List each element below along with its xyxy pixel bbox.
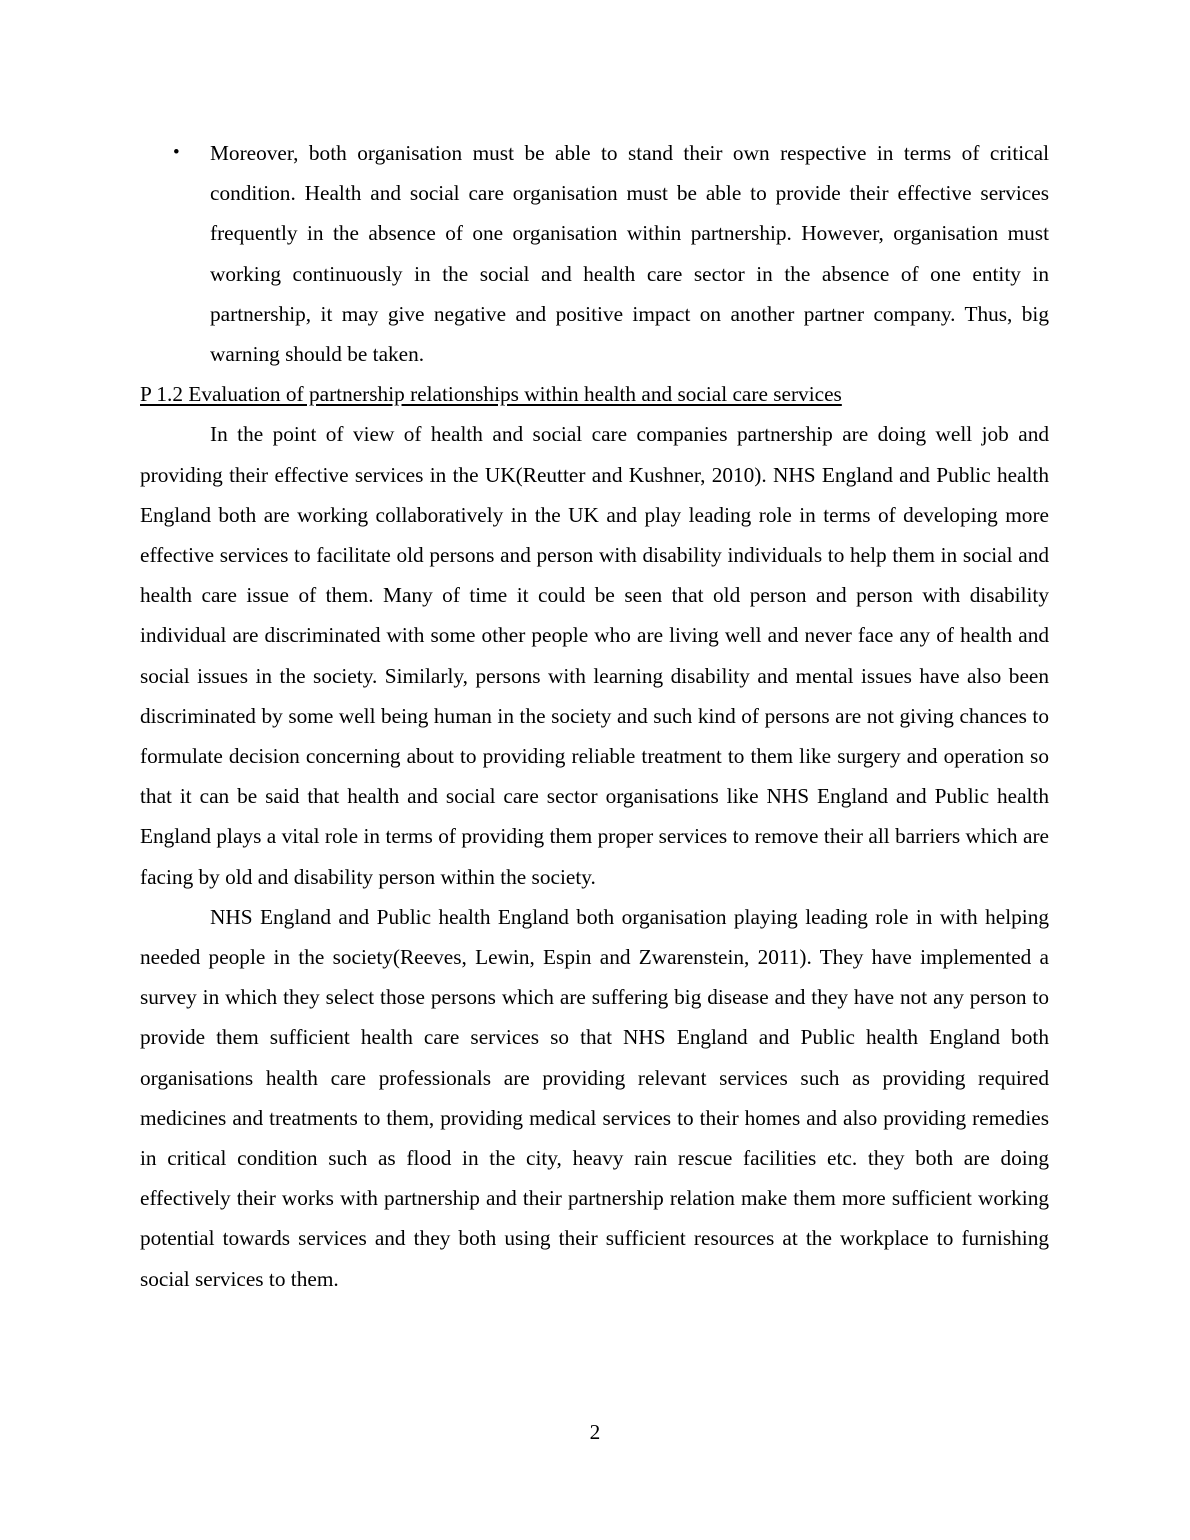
bullet-icon: • (173, 142, 180, 163)
section-heading: P 1.2 Evaluation of partnership relationships within health and social care services (140, 382, 842, 407)
body-paragraph-1: In the point of view of health and social care companies partnership are doing well job and providing their effective services in the UK(Reutter and Kushner, 2010). NHS England and Public health England both are working collaboratively in the UK and play leading role in terms of developing more effective services to facilitate old persons and person with disability individuals to help them in social and health care issue of them. Many of time it could be seen that old person and person with disability individual are discriminated with some other people who are living well and never face any of health and social issues in the society. Similarly, persons with learning disability and mental issues have also been discriminated by some well being human in the society and such kind of persons are not giving chances to formulate decision concerning about to providing reliable treatment to them like surgery and operation so that it can be said that health and social care sector organisations like NHS England and Public health England plays a vital role in terms of providing them proper services to remove their all barriers which are facing by old and disability person within the society. (140, 422, 1049, 889)
bullet-list-item (140, 133, 1049, 374)
document-body (140, 133, 1049, 1299)
body-paragraph-2: NHS England and Public health England both organisation playing leading role in with helping needed people in the society(Reeves, Lewin, Espin and Zwarenstein, 2011). They have implemented a survey in which they select those persons which are suffering big disease and they have not any person to provide them sufficient health care services so that NHS England and Public health England both organisations health care professionals are providing relevant services such as providing required medicines and treatments to them, providing medical services to their homes and also providing remedies in critical condition such as flood in the city, heavy rain rescue facilities etc. they both are doing effectively their works with partnership and their partnership relation make them more sufficient working potential towards services and they both using their sufficient resources at the workplace to furnishing social services to them. (140, 904, 1049, 1291)
bullet-text: Moreover, both organisation must be able to stand their own respective in terms of critical condition. Health and social care organisation must be able to provide their effective services frequently in the absence of one organisation within partnership. However, organisation must working continuously in the social and health care sector in the absence of one entity in partnership, it may give negative and positive impact on another partner company. Thus, big warning should be taken. (210, 141, 1049, 367)
page-number: 2 (589, 1420, 601, 1444)
